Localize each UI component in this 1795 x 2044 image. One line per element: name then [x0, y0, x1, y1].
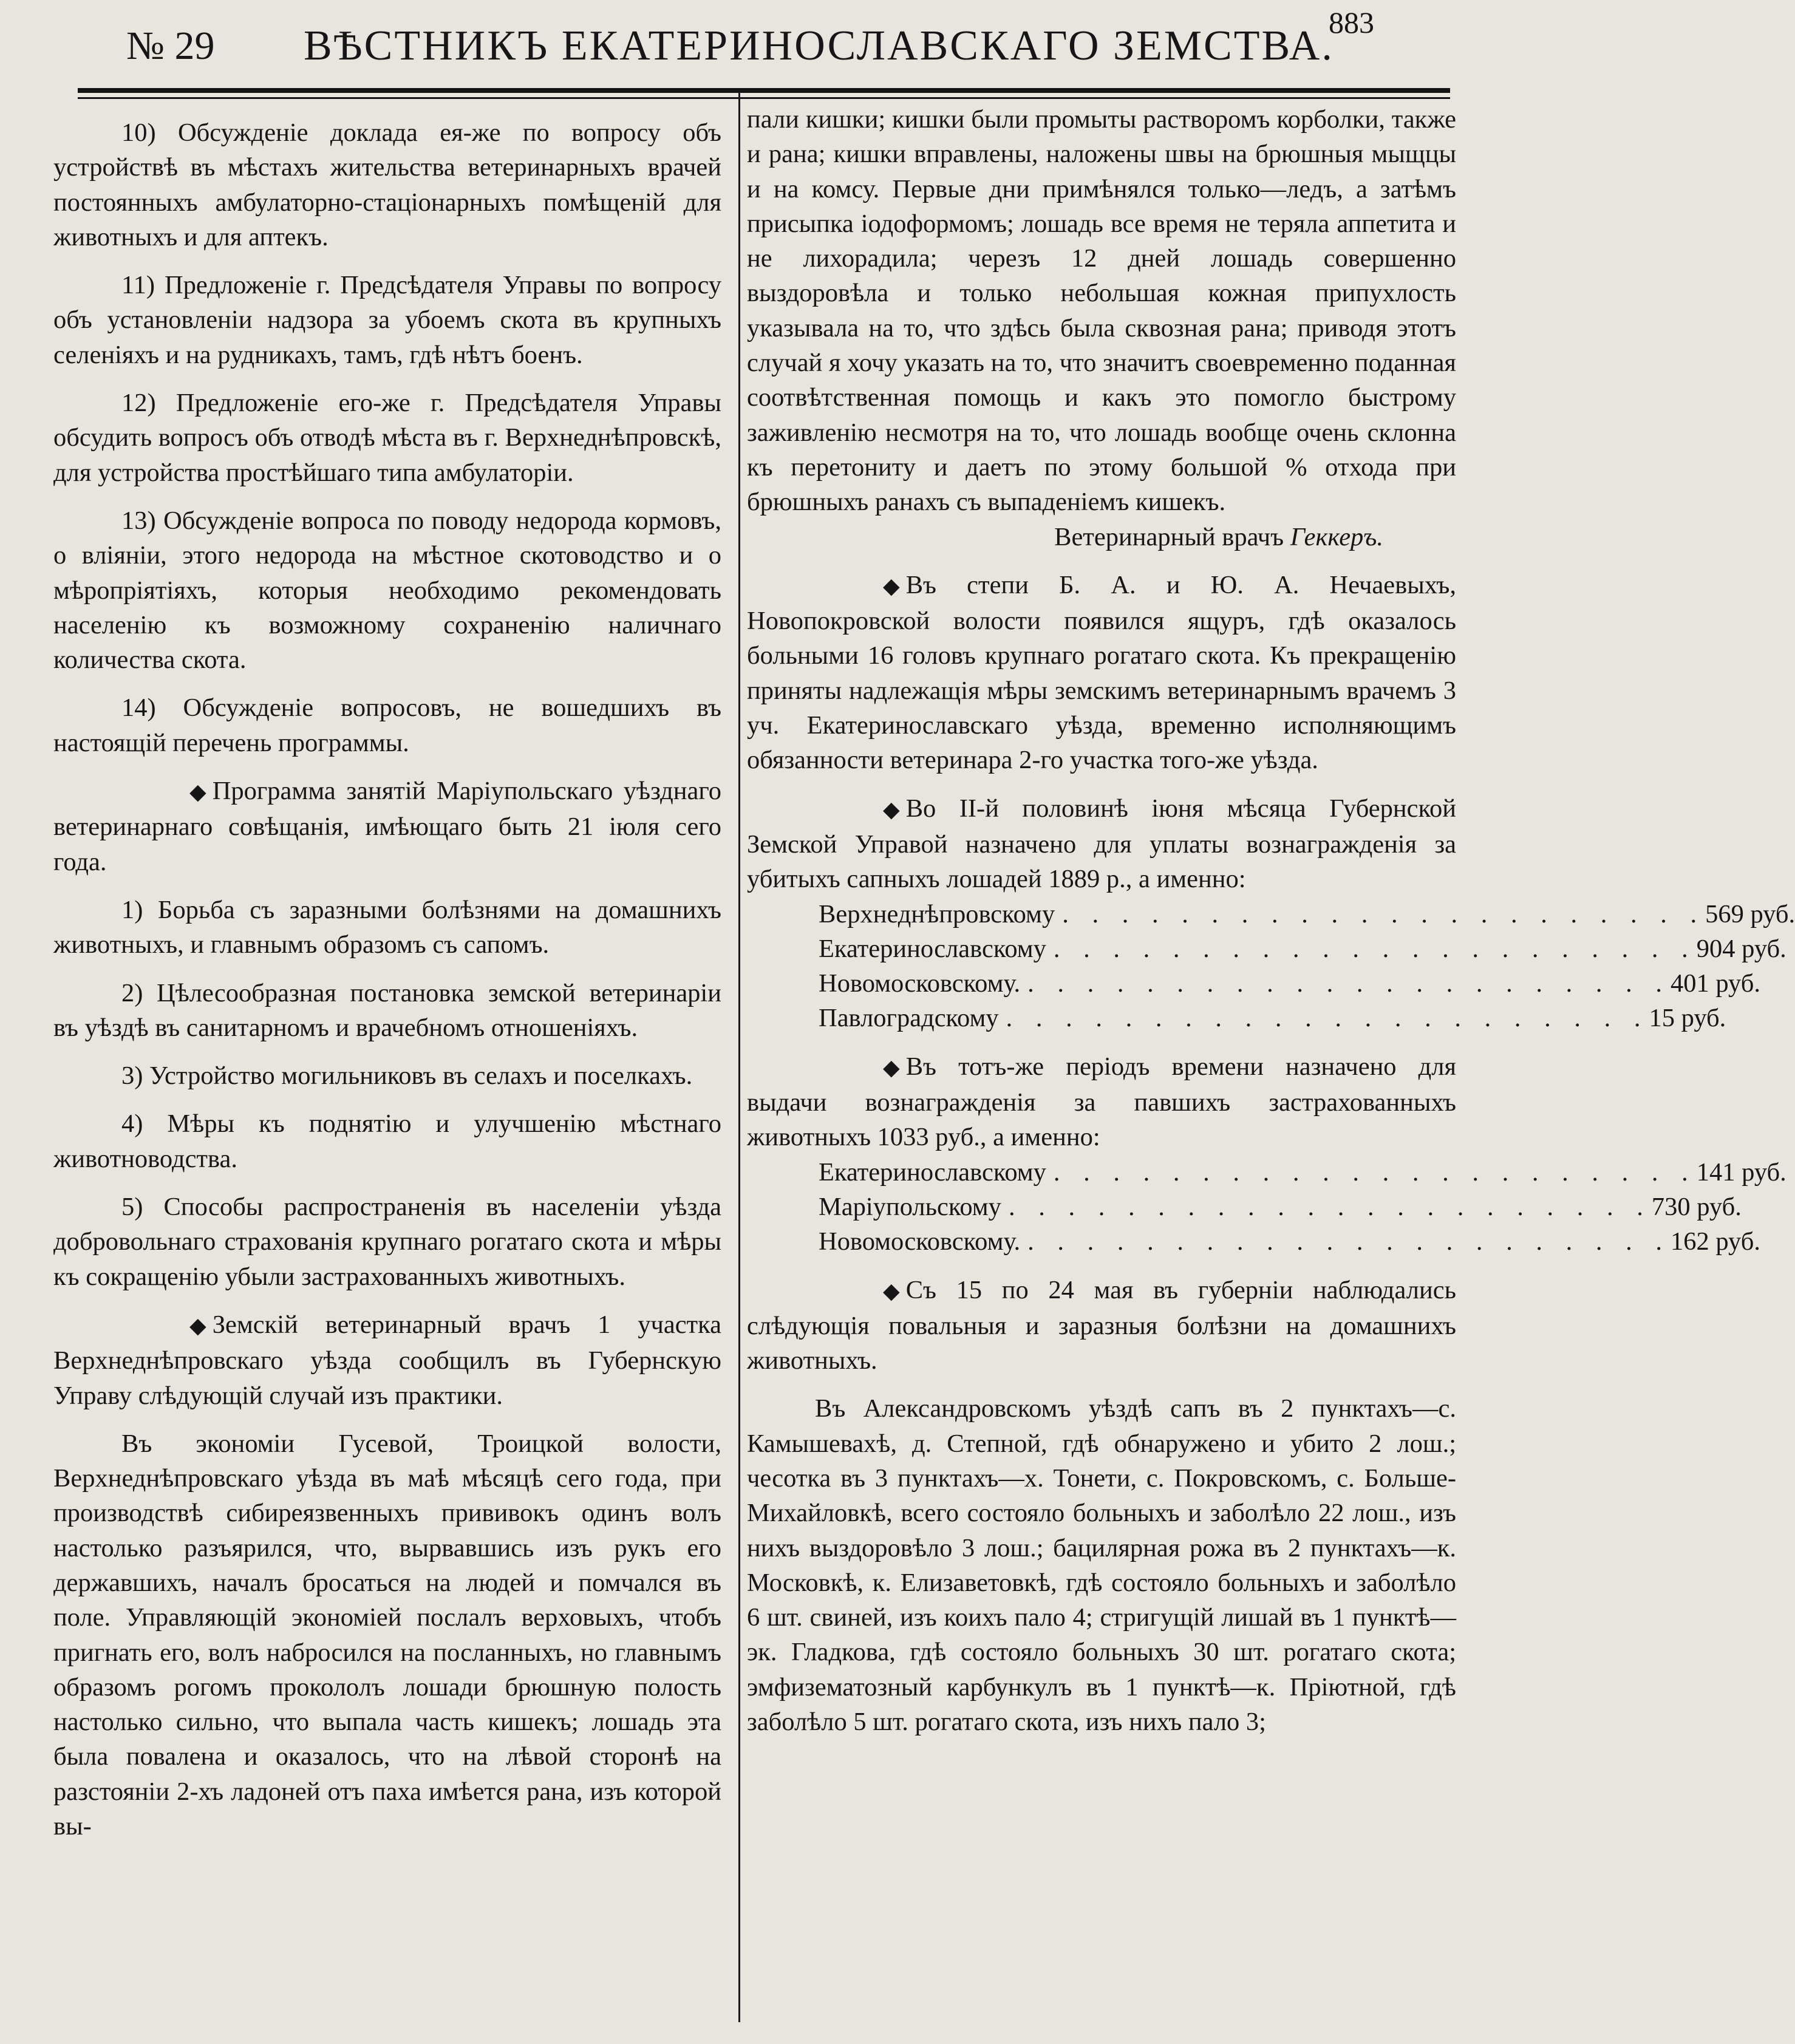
list-item-amount: 401 руб. [1670, 969, 1760, 998]
news-item [53, 1307, 721, 1413]
news-item-text: Въ степи Б. А. и Ю. А. Нечаевыхъ, Новопокровской волости появился ящуръ, гдѣ оказалось больными 16 головъ крупнаго рогатаго скота. Къ прекращенію приняты надлежащія мѣры земскимъ ветеринарнымъ врачемъ 3 уч. Екатеринославскаго уѣзда, временно исполняющимъ обязанности ветеринара 2-го участка того-же уѣзда. [747, 570, 1456, 775]
news-item [53, 774, 721, 879]
list-item-name: Новомосковскому. [819, 1227, 1021, 1256]
paragraph: 3) Устройство могильниковъ въ селахъ и поселкахъ. [121, 1061, 693, 1091]
list-item-amount: 15 руб. [1649, 1004, 1726, 1033]
ornament-icon: ◆ [189, 1313, 204, 1338]
list-item [747, 966, 1760, 1001]
left-column [53, 115, 721, 1844]
leader-dots: . . . . . . . . . . . . . . . . . . . . . . [1027, 969, 1671, 998]
news-item-text: Съ 15 по 24 мая въ губерніи наблюдались слѣдующія повальныя и заразныя болѣзни на домашнихъ животныхъ. [747, 1275, 1456, 1375]
paragraph: 14) Обсужденіе вопросовъ, не вошедшихъ въ настоящій перечень программы. [53, 693, 721, 757]
masthead-title: ВѢСТНИКЪ ЕКАТЕРИНОСЛАВСКАГО ЗЕМСТВА. [304, 22, 1334, 69]
paragraph: 4) Мѣры къ поднятію и улучшенію мѣстнаго животноводства. [53, 1109, 721, 1173]
list-item-name: Екатеринославскому [819, 934, 1046, 963]
ornament-icon: ◆ [883, 573, 898, 598]
list-item-amount: 162 руб. [1670, 1227, 1760, 1256]
payment-list-2 [747, 1155, 1786, 1259]
paragraph: 11) Предложеніе г. Предсѣдателя Управы по вопросу объ установленіи надзора за убоемъ скота въ крупныхъ селеніяхъ и на рудникахъ, тамъ, гдѣ нѣтъ боенъ. [53, 271, 721, 369]
list-item-amount: 904 руб. [1696, 934, 1786, 963]
leader-dots: . . . . . . . . . . . . . . . . . . . . . . [1008, 1192, 1652, 1221]
column-divider [738, 92, 740, 2022]
signature-name: Геккеръ. [1290, 522, 1383, 551]
leader-dots: . . . . . . . . . . . . . . . . . . . . . . [1006, 1004, 1649, 1033]
list-item [747, 932, 1786, 966]
list-item-amount: 141 руб. [1696, 1157, 1786, 1187]
ornament-icon: ◆ [189, 780, 204, 805]
list-item-name: Екатеринославскому [819, 1157, 1046, 1187]
list-item-name: Новомосковскому. [819, 969, 1021, 998]
list-item [747, 897, 1795, 932]
paragraph: 1) Борьба съ заразными болѣзнями на домашнихъ животныхъ, и главнымъ образомъ съ сапомъ. [53, 895, 721, 959]
list-item [747, 1224, 1760, 1259]
list-item [747, 1190, 1742, 1224]
paragraph: 5) Способы распространенія въ населеніи уѣзда добровольнаго страхованія крупнаго рогатаго скота и мѣры къ сокращенію убыли застрахованныхъ животныхъ. [53, 1193, 721, 1291]
ornament-icon: ◆ [883, 1055, 898, 1080]
news-item-text: Земскій ветеринарный врачъ 1 участка Верхнеднѣпровскаго уѣзда сообщилъ въ Губернскую Управу слѣдующій случай изъ практики. [53, 1310, 721, 1410]
header-rule-thin [78, 97, 1450, 99]
list-item-amount: 569 руб. [1705, 899, 1795, 928]
paragraph: 12) Предложеніе его-же г. Предсѣдателя Управы обсудить вопросъ объ отводѣ мѣста въ г. Верхнеднѣпровскѣ, для устройства простѣйшаго типа амбулаторіи. [53, 389, 721, 487]
news-item [747, 791, 1456, 897]
news-item-text: Во II-й половинѣ іюня мѣсяца Губернской Земской Управой назначено для уплаты вознагражденія за убитыхъ сапныхъ лошадей 1889 р., а именно: [747, 794, 1456, 894]
news-item [747, 568, 1456, 778]
paragraph: пали кишки; кишки были промыты растворомъ корболки, также и рана; кишки вправлены, наложены швы на брюшныя мыщцы и на комсу. Первые дни примѣнялся только—ледъ, а затѣмъ присыпка іодоформомъ; лошадь все время не теряла аппетита и не лихорадила; черезъ 12 дней лошадь совершенно выздоровѣла и только небольшая кожная припухлость указывала на то, что здѣсь была сквозная рана; приводя этотъ случай я хочу указать на то, что значитъ своевременно поданная соотвѣтственная помощь и какъ это помогло быстрому заживленію несмотря на то, что лошадь вообще очень склонна къ перетониту и даетъ по этому большой % отхода при брюшныхъ ранахъ съ выпаденіемъ кишекъ. [747, 105, 1456, 517]
paragraph: Въ экономіи Гусевой, Троицкой волости, Верхнеднѣпровскаго уѣзда въ маѣ мѣсяцѣ сего года, при производствѣ сибиреязвенныхъ прививокъ одинъ волъ настолько разъярился, что, вырвавшись изъ рукъ его державшихъ, началъ бросаться на людей и помчался въ поле. Управляющій экономіей послалъ верховыхъ, чтобъ пригнать его, волъ набросился на посланныхъ, но главнымъ образомъ рогомъ прокололъ лошади брюшную полость настолько сильно, что выпала часть кишекъ; лошадь эта была повалена и оказалось, что на лѣвой сторонѣ на разстояніи 2-хъ ладоней отъ паха имѣется рана, изъ которой вы- [53, 1429, 721, 1841]
news-item [747, 1049, 1456, 1155]
signature [747, 520, 1456, 554]
ornament-icon: ◆ [883, 797, 898, 822]
list-item-name: Маріупольскому [819, 1192, 1001, 1221]
page-number: 883 [1329, 5, 1374, 39]
payment-list-1 [747, 897, 1795, 1036]
paragraph: 10) Обсужденіе доклада ея-же по вопросу объ устройствѣ въ мѣстахъ жительства ветеринарныхъ врачей постоянныхъ амбулаторно-стаціонарныхъ помѣщеній для животныхъ и для аптекъ. [53, 118, 721, 251]
header-rule-thick [78, 88, 1450, 93]
ornament-icon: ◆ [883, 1278, 898, 1303]
signature-title: Ветеринарный врачъ [1054, 522, 1284, 551]
issue-number: № 29 [126, 24, 215, 68]
news-item-text: Въ тотъ-же періодъ времени назначено для выдачи вознагражденія за павшихъ застрахованныхъ животныхъ 1033 руб., а именно: [747, 1052, 1456, 1152]
paragraph: Въ Александровскомъ уѣздѣ сапъ въ 2 пунктахъ—с. Камышевахѣ, д. Степной, гдѣ обнаружено и убито 2 лош.; чесотка въ 3 пунктахъ—х. Тонети, с. Покровскомъ, с. Больше-Михайловкѣ, всего состояло больныхъ и заболѣло 22 лош., изъ нихъ выздоровѣло 3 лош.; бацилярная рожа въ 2 пунктахъ—к. Московкѣ, к. Елизаветовкѣ, гдѣ состояло больныхъ и заболѣло 6 шт. свиней, изъ коихъ пало 4; стригущій лишай въ 1 пунктѣ—эк. Гладкова, гдѣ состояло больныхъ 30 шт. рогатаго скота; эмфизематозный карбункулъ въ 1 пунктѣ—к. Пріютной, гдѣ заболѣло 5 шт. рогатаго скота, изъ нихъ пало 3; [747, 1394, 1456, 1737]
paragraph: 13) Обсужденіе вопроса по поводу недорода кормовъ, о вліяніи, этого недорода на мѣстное скотоводство и о мѣропріятіяхъ, которыя необходимо рекомендовать населенію къ возможному сохраненію наличнаго количества скота. [53, 506, 721, 675]
list-item-amount: 730 руб. [1651, 1192, 1742, 1221]
list-item [747, 1155, 1786, 1190]
leader-dots: . . . . . . . . . . . . . . . . . . . . . . [1027, 1227, 1671, 1256]
right-column [747, 102, 1795, 1739]
leader-dots: . . . . . . . . . . . . . . . . . . . . . . [1053, 1157, 1697, 1187]
leader-dots: . . . . . . . . . . . . . . . . . . . . . . [1053, 934, 1697, 963]
leader-dots: . . . . . . . . . . . . . . . . . . . . . . [1062, 899, 1706, 928]
list-item-name: Павлоградскому [819, 1004, 999, 1033]
news-item [747, 1273, 1456, 1378]
list-item [747, 1001, 1726, 1035]
news-item-text: Программа занятій Маріупольскаго уѣзднаго ветеринарнаго совѣщанія, имѣющаго быть 21 іюля сего года. [53, 777, 721, 876]
paragraph: 2) Цѣлесообразная постановка земской ветеринаріи въ уѣздѣ въ санитарномъ и врачебномъ отношеніяхъ. [53, 978, 721, 1042]
list-item-name: Верхнеднѣпровскому [819, 899, 1055, 928]
